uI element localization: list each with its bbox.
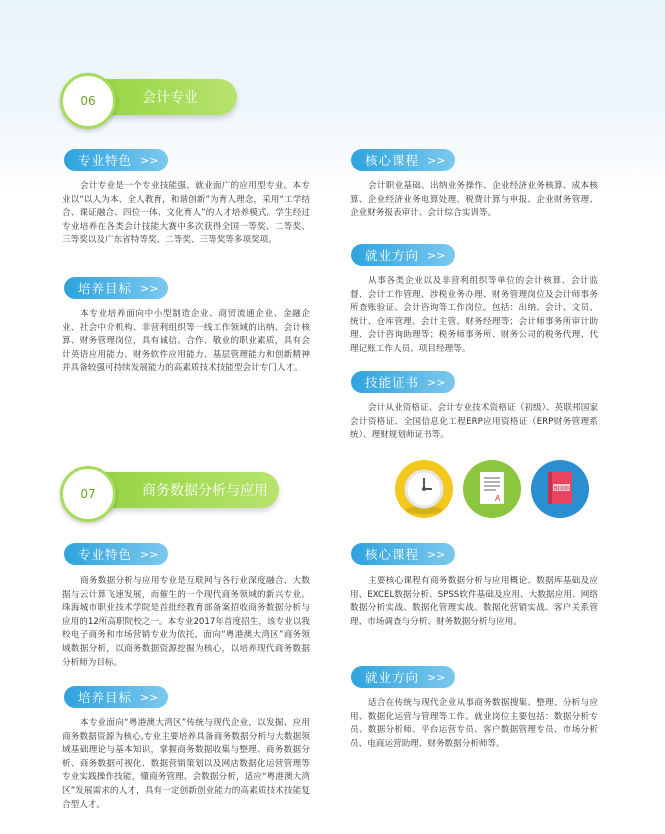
section-07-banner	[64, 472, 279, 508]
features-paragraph: 商务数据分析与应用专业是互联网与各行业深度融合、大数据与云计算飞速发展，而催生的一个现代商务领域的新兴专业。珠海城市职业技术学院是首批经教育部备案招收商务数据分析与应用的12所高职院校之一。本专业2017年首度招生，该专业以我校电子商务和市场营销专业为依托，面向“粤港澳大湾区”商务领域数据分析，以商务数据资源挖掘为核心，以培养现代商务数据分析师为目标。	[62, 576, 310, 668]
features-paragraph: 会计专业是一个专业技能强、就业面广的应用型专业。本专业以“以人为本、全人教育，和谐创新”为育人理念，采用“工学结合、课证融合、四位一体、文化育人”的人才培养模式。学生经过专业培养在各类会计技能大赛中多次获得全国一等奖、二等奖、三等奖以及广东省特等奖、二等奖、三等奖等多项奖项。	[62, 181, 310, 246]
courses-paragraph: 会计职业基础、出纳业务操作、企业经济业务核算、成本核算、企业经济业务电算处理、税费计算与申报、企业财务管理、企业财务报表审计、会计综合实训等。	[350, 181, 598, 219]
svg-text:A: A	[495, 494, 501, 503]
career-paragraph: 从事各类企业以及非营利组织等单位的会计核算、会计监督、会计工作管理、涉税业务办理、财务管理岗位及会计师事务所查账验证、会计咨询等工作岗位。包括：出纳、会计、文员、统计、仓库管理、会计主管、财务经理等；会计师事务所审计助理、会计咨询助理等；税务师事务所、财务公司的税务代理、代理记账工作人员、项目经理等。	[350, 276, 598, 354]
heading-pill-career: 就业方向 >>	[351, 244, 455, 266]
section-number-badge: 07	[60, 466, 116, 522]
goals-paragraph: 本专业面向“粤港澳大湾区”传统与现代企业，以发掘、应用商务数据资源为核心,专业主要培养具备商务数据分析与大数据领域基础理论与基本知识，掌握商务数据收集与整理、商务数据分析、商务数据可视化、数据营销策划以及网店数据化运营管理等专业实践操作技能，懂商务管理、会数据分析，适应“粤港澳大湾区”发展需求的人才，具有一定创新创业能力的高素质技术技能复合型人才。	[62, 718, 310, 810]
heading-pill-courses: 核心课程 >>	[351, 149, 455, 171]
heading-pill-features: 专业特色 >>	[64, 543, 168, 565]
document-icon	[463, 460, 521, 518]
section-number-badge: 06	[60, 73, 116, 129]
svg-text:BOOK: BOOK	[554, 486, 570, 492]
book-icon	[531, 460, 589, 518]
heading-pill-courses: 核心课程 >>	[351, 543, 455, 565]
section-06-banner	[64, 79, 237, 115]
heading-pill-certificates: 技能证书 >>	[351, 371, 455, 393]
courses-paragraph: 主要核心课程有商务数据分析与应用概论、数据库基础及应用、EXCEL数据分析、SPSS软件基础及应用、大数据应用、网络数据分析实战、数据化管理实战、数据化营销实战、客户关系管理、市场调查与分析、财务数据分析与应用。	[350, 576, 598, 627]
certificates-paragraph: 会计从业资格证、会计专业技术资格证（初级）、英联邦国家会计资格证、全国信息化工程ERP应用资格证（ERP财务管理系统）、理财规划师证书等。	[350, 403, 598, 441]
heading-pill-features: 专业特色 >>	[64, 149, 168, 171]
section-title: 商务数据分析与应用	[142, 483, 268, 499]
heading-pill-career: 就业方向 >>	[351, 666, 455, 688]
goals-paragraph: 本专业培养面向中小型制造企业、商贸流通企业、金融企业、社会中介机构、非营利组织等一线工作领域的出纳、会计核算、财务管理岗位，具有诚信、合作、敬业的职业素质，具有会计英语应用能力、财务软件应用能力、基层管理能力和创新精神并具备较强可持续发展能力的高素质技术技能型会计专门人才。	[62, 309, 310, 374]
heading-pill-goals: 培养目标 >>	[64, 277, 168, 299]
section-title: 会计专业	[142, 90, 198, 106]
clock-icon	[395, 460, 453, 518]
heading-pill-goals: 培养目标 >>	[64, 686, 168, 708]
career-paragraph: 适合在传统与现代企业从事商务数据搜集、整理、分析与应用、数据化运营与管理等工作。就业岗位主要包括：数据分析专员、数据分析师、平台运营专员、客户数据管理专员、市场分析员、电商运营助理、财务数据分析师等。	[350, 698, 598, 749]
